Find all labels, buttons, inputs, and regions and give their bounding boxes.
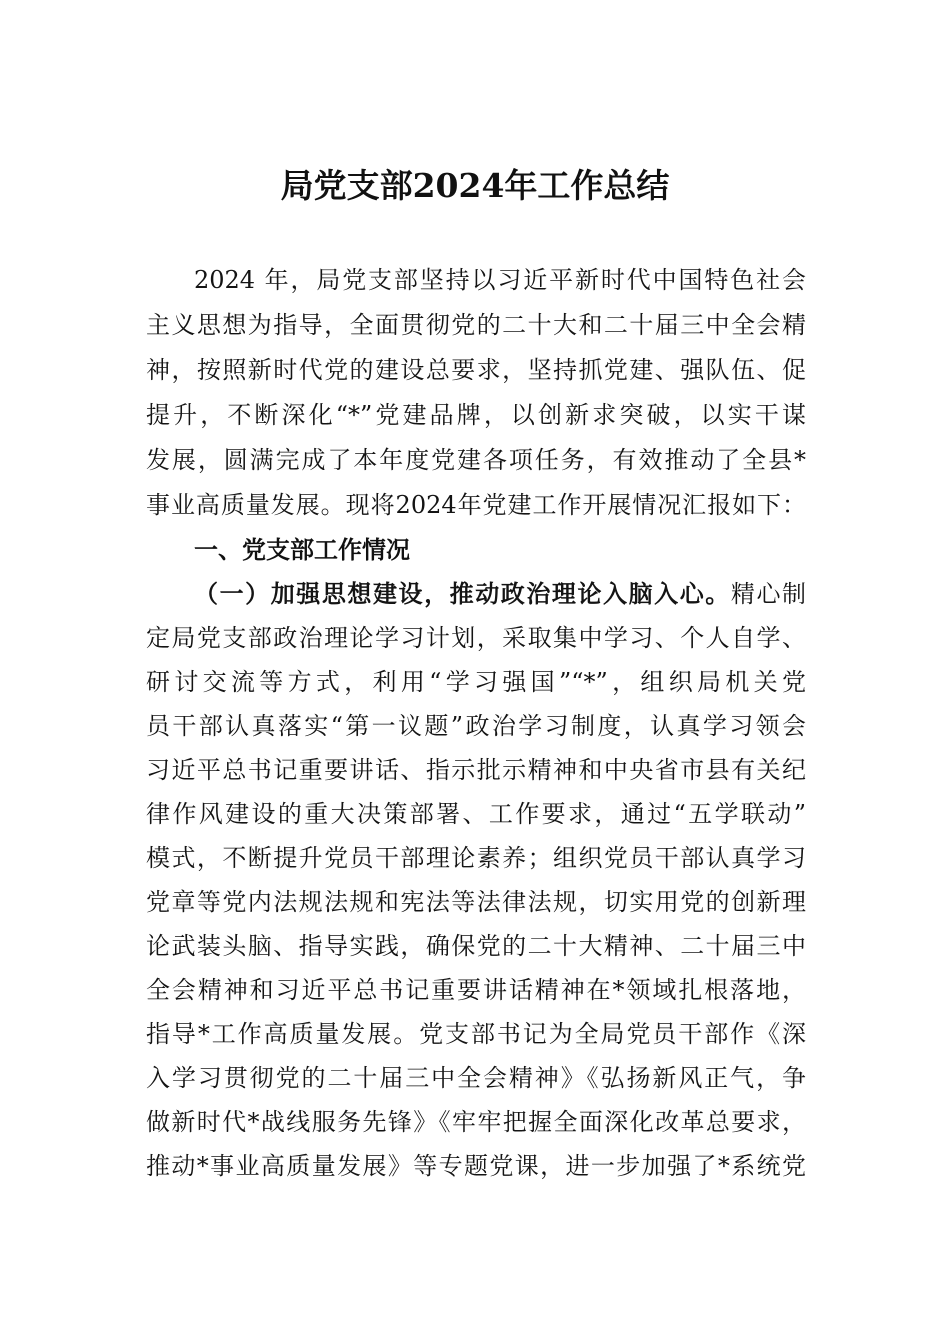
paragraph-line: 发展，圆满完成了本年度党建各项任务，有效推动了全县* (146, 446, 806, 474)
paragraph-line: 指导*工作高质量发展。党支部书记为全局党员干部作《深 (146, 1020, 806, 1048)
section-heading: 一、党支部工作情况 (194, 536, 410, 564)
paragraph-line: 入学习贯彻党的二十届三中全会精神》《弘扬新风正气，争 (146, 1064, 806, 1092)
paragraph-line: 提升，不断深化“*”党建品牌，以创新求突破，以实干谋 (146, 401, 806, 429)
paragraph-line: 神，按照新时代党的建设总要求，坚持抓党建、强队伍、促 (146, 356, 806, 384)
subsection-first-line-rest: 精心制 (730, 580, 807, 608)
paragraph-line: 推动*事业高质量发展》等专题党课，进一步加强了*系统党 (146, 1152, 806, 1180)
paragraph-line: 党章等党内法规法规和宪法等法律法规，切实用党的创新理 (146, 888, 806, 916)
paragraph-line: 员干部认真落实“第一议题”政治学习制度，认真学习领会 (146, 712, 806, 740)
paragraph-line: 模式，不断提升党员干部理论素养；组织党员干部认真学习 (146, 844, 806, 872)
paragraph-line: 主义思想为指导，全面贯彻党的二十大和二十届三中全会精 (146, 311, 806, 339)
paragraph-line: 做新时代*战线服务先锋》《牢牢把握全面深化改革总要求， (146, 1108, 806, 1136)
document-title: 局党支部2024年工作总结 (280, 166, 670, 205)
paragraph-line: 研讨交流等方式，利用“学习强国”“*”，组织局机关党 (146, 668, 806, 696)
paragraph-line: 律作风建设的重大决策部署、工作要求，通过“五学联动” (146, 800, 806, 828)
paragraph-line: 2024 年，局党支部坚持以习近平新时代中国特色社会 (194, 266, 806, 294)
subsection-heading: （一）加强思想建设，推动政治理论入脑入心。 (194, 580, 731, 608)
paragraph-line: 定局党支部政治理论学习计划，采取集中学习、个人自学、 (146, 624, 806, 652)
paragraph-line: 事业高质量发展。现将2024年党建工作开展情况汇报如下： (146, 491, 806, 519)
subsection-first-line (194, 576, 806, 613)
paragraph-line: 论武装头脑、指导实践，确保党的二十大精神、二十届三中 (146, 932, 806, 960)
paragraph-line: 全会精神和习近平总书记重要讲话精神在*领域扎根落地， (146, 976, 806, 1004)
paragraph-line: 习近平总书记重要讲话、指示批示精神和中央省市县有关纪 (146, 756, 806, 784)
